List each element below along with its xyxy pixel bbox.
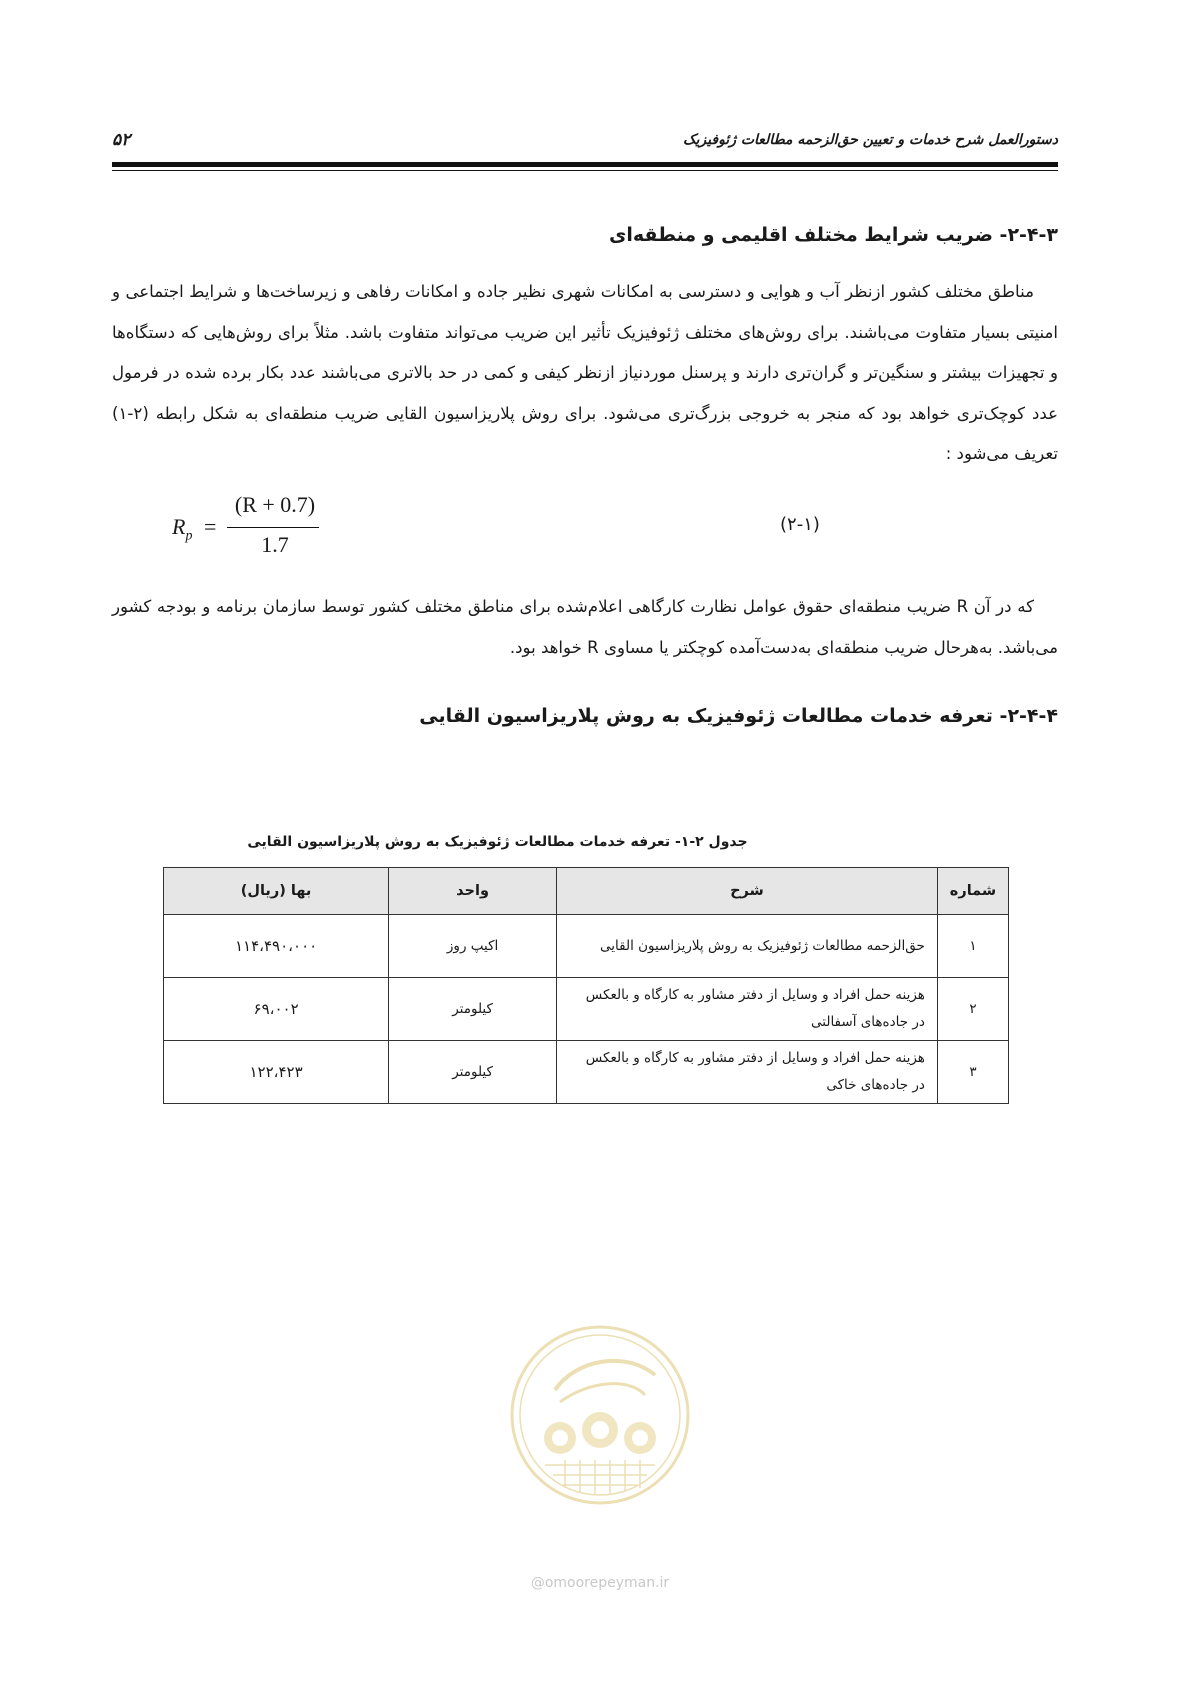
fraction-bar: [227, 527, 319, 528]
watermark-url: @omoorepeyman.ir: [530, 1575, 670, 1591]
cell-unit: اکیپ روز: [389, 915, 557, 978]
paragraph-text: مناطق مختلف کشور ازنظر آب و هوایی و دسترسی به امکانات شهری نظیر جاده و امکانات رفاهی و زیرساخت‌ها و شرایط اجتماعی و امنیتی بسیار متفاوت می‌باشند. برای روش‌های مختلف ژئوفیزیک تأثیر این ضریب می‌تواند متفاوت باشد. مثلاً برای روش‌هایی که دستگاه‌ها و تجهیزات بیشتر و سنگین‌تر و گران‌تری دارند و پرسنل موردنیاز ازنظر کیفی و کمی در حد بالاتری می‌باشند عدد بکار برده شده در فرمول عدد کوچک‌تری خواهد بود که منجر به خروجی بزرگ‌تری می‌شود. برای روش پلاریزاسیون القایی ضریب منطقه‌ای به شکل رابطه (۲-۱) تعریف می‌شود :: [112, 282, 1058, 463]
cell-description: هزینه حمل افراد و وسایل از دفتر مشاور به کارگاه و بالعکس در جاده‌های خاکی: [557, 1041, 938, 1104]
cell-number: ۲: [937, 978, 1008, 1041]
formula-regional-factor: [172, 492, 342, 558]
cell-price: ۱۲۲،۴۲۳: [164, 1041, 389, 1104]
table-caption: جدول ۲-۱- تعرفه خدمات مطالعات ژئوفیزیک به روش پلاریزاسیون القایی: [247, 834, 748, 850]
cell-number: ۱: [937, 915, 1008, 978]
cell-price: ۶۹،۰۰۲: [164, 978, 389, 1041]
formula-denominator: 1.7: [261, 532, 289, 557]
formula-equals: =: [204, 514, 217, 539]
section-heading-ip-tariff: ۲-۴-۴- تعرفه خدمات مطالعات ژئوفیزیک به روش پلاریزاسیون القایی: [419, 705, 1058, 727]
paragraph-text: که در آن R ضریب منطقه‌ای حقوق عوامل نظارت کارگاهی اعلام‌شده برای مناطق مختلف کشور توسط سازمان برنامه و بودجه کشور می‌باشد. به‌هرحال ضریب منطقه‌ای به‌دست‌آمده کوچکتر یا مساوی R خواهد بود.: [112, 597, 1058, 657]
equation-number: (۲-۱): [780, 514, 820, 535]
section-heading-climate-factor: ۲-۴-۳- ضریب شرایط مختلف اقلیمی و منطقه‌ای: [608, 224, 1058, 246]
cell-unit: کیلومتر: [389, 1041, 557, 1104]
table-row: [164, 915, 1009, 978]
cell-description: هزینه حمل افراد و وسایل از دفتر مشاور به کارگاه و بالعکس در جاده‌های آسفالتی: [557, 978, 938, 1041]
formula-numerator: (R + 0.7): [234, 492, 316, 517]
col-header-price: بها (ریال): [164, 868, 389, 915]
table-header-row: [164, 868, 1009, 915]
table-row: [164, 1041, 1009, 1104]
watermark-seal-logo: [505, 1320, 695, 1510]
cell-description: حق‌الزحمه مطالعات ژئوفیزیک به روش پلاریزاسیون القایی: [557, 915, 938, 978]
cell-price: ۱۱۴،۴۹۰،۰۰۰: [164, 915, 389, 978]
running-header: [112, 128, 1058, 158]
cell-unit: کیلومتر: [389, 978, 557, 1041]
paragraph-regional-factor-definition: [112, 587, 1058, 668]
cell-number: ۳: [937, 1041, 1008, 1104]
header-rule-thick: [112, 162, 1058, 167]
table-row: [164, 978, 1009, 1041]
tariff-table: [163, 867, 1009, 1104]
header-rule-thin: [112, 170, 1058, 171]
running-title: دستورالعمل شرح خدمات و تعیین حق‌الزحمه مطالعات ژئوفیزیک: [683, 132, 1058, 148]
col-header-unit: واحد: [389, 868, 557, 915]
formula-lhs: $R_p$: [172, 514, 193, 544]
col-header-description: شرح: [557, 868, 938, 915]
paragraph-climate-factor: [112, 272, 1058, 475]
page-number: ۵۲: [112, 130, 131, 150]
col-header-number: شماره: [937, 868, 1008, 915]
